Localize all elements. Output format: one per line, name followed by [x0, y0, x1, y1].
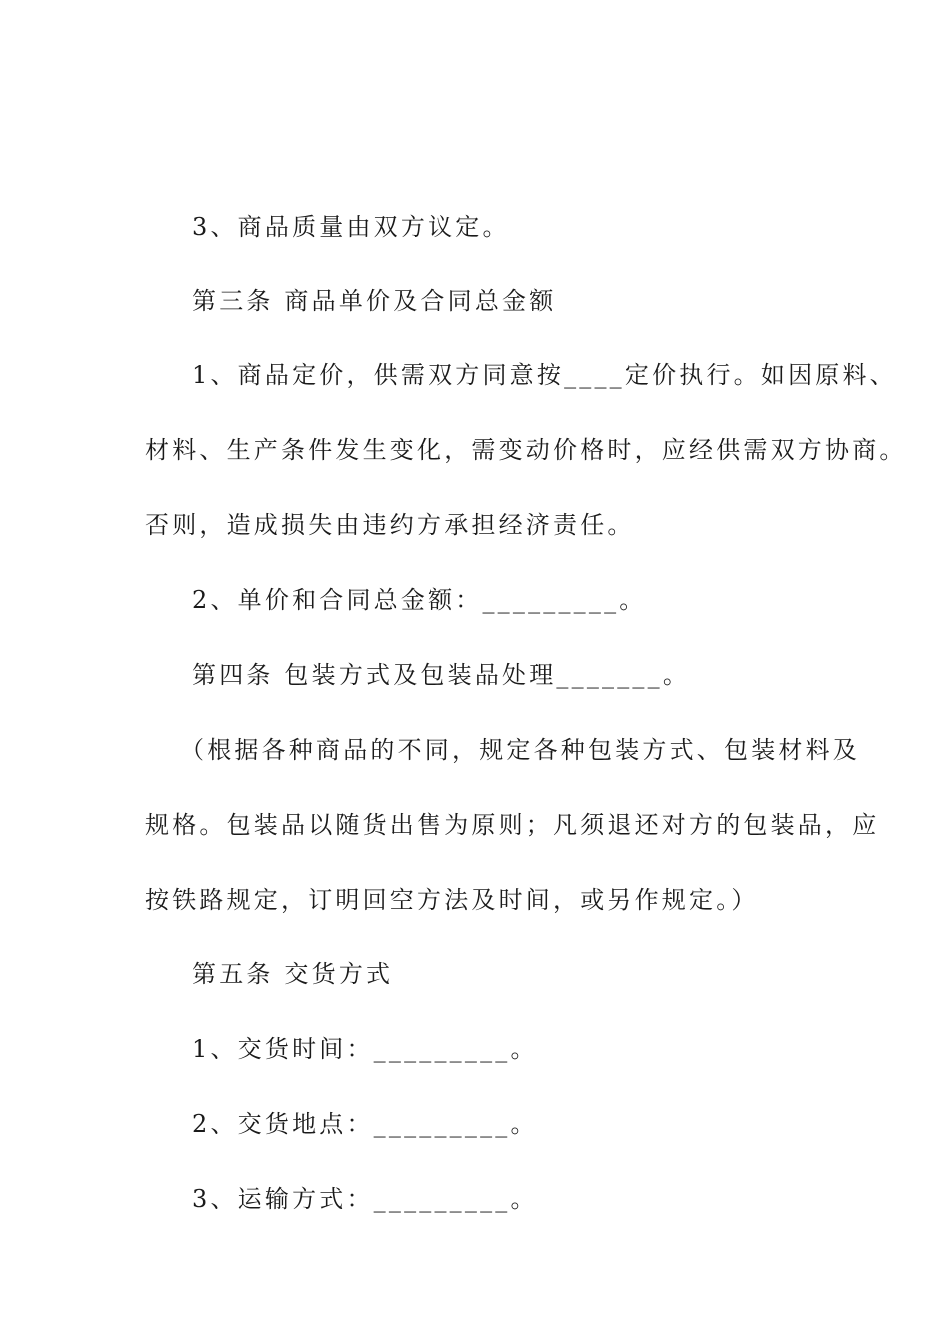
packaging-note-line-2: 规格。包装品以随货出售为原则；凡须退还对方的包装品，应 — [145, 811, 880, 839]
total-amount-line: 2、单价和合同总金额：_________。 — [192, 586, 647, 614]
transport-method-line: 3、运输方式：_________。 — [192, 1185, 538, 1213]
article-five-heading: 第五条 交货方式 — [192, 960, 394, 988]
article-four-heading: 第四条 包装方式及包装品处理_______。 — [192, 661, 691, 689]
packaging-note-line-3: 按铁路规定，订明回空方法及时间，或另作规定。） — [145, 886, 759, 914]
packaging-note-line-1: （根据各种商品的不同，规定各种包装方式、包装材料及 — [180, 736, 860, 764]
delivery-time-line: 1、交货时间：_________。 — [192, 1035, 538, 1063]
article-three-heading: 第三条 商品单价及合同总金额 — [192, 287, 557, 315]
pricing-clause-line-1: 1、商品定价，供需双方同意按____定价执行。如因原料、 — [192, 361, 897, 389]
delivery-place-line: 2、交货地点：_________。 — [192, 1110, 538, 1138]
pricing-clause-line-2: 材料、生产条件发生变化，需变动价格时，应经供需双方协商。 — [145, 436, 907, 464]
quality-clause-line: 3、商品质量由双方议定。 — [192, 213, 510, 241]
pricing-clause-line-3: 否则，造成损失由违约方承担经济责任。 — [145, 511, 635, 539]
